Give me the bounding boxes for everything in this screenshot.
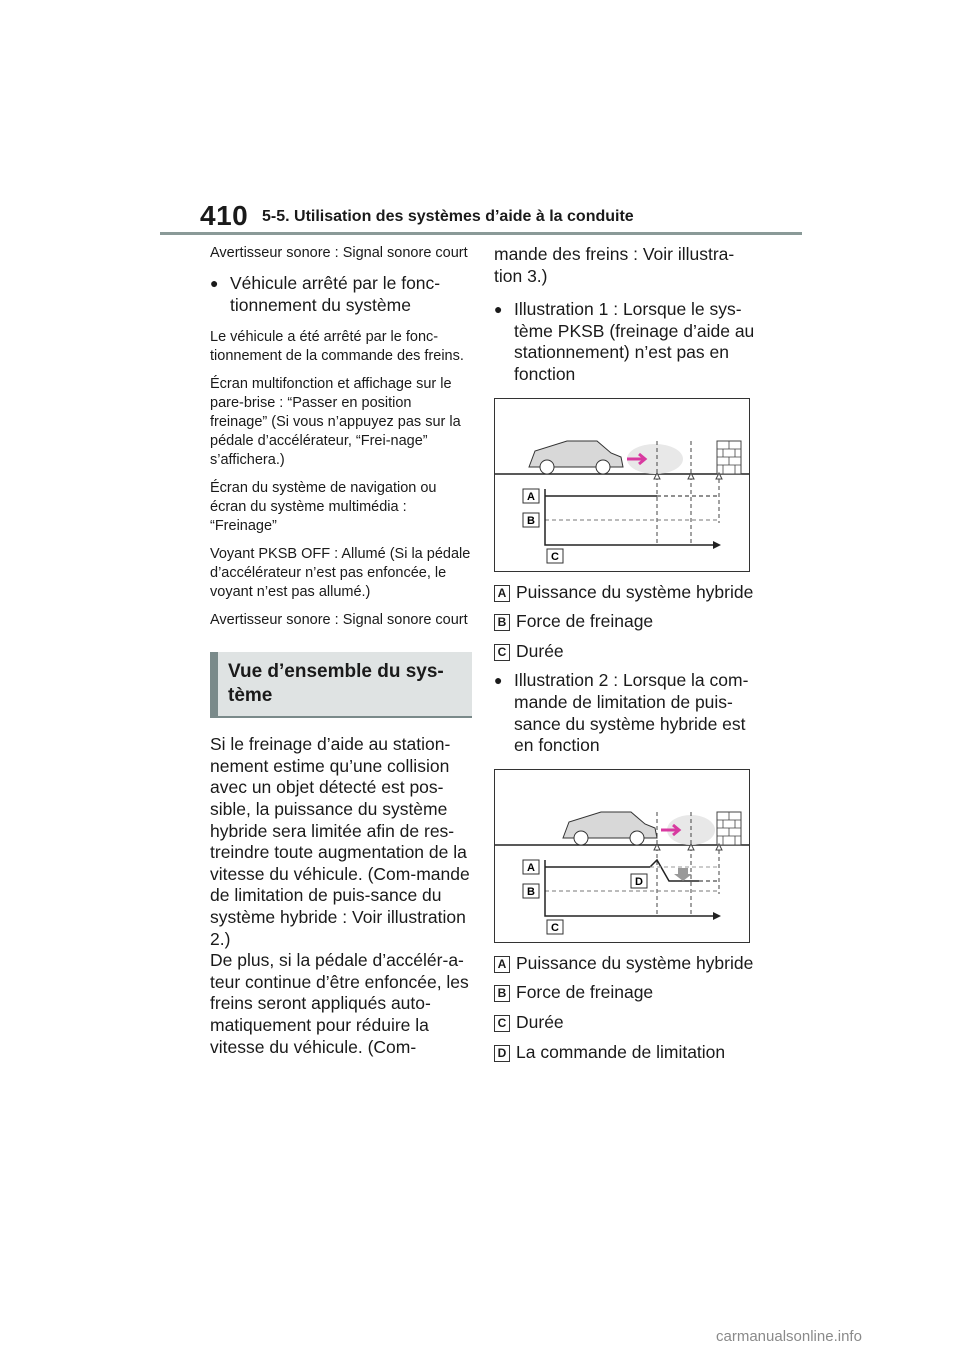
navigation-screen-text: Écran du système de navigation ou écran du système multimédia : “Freinage” xyxy=(210,480,437,535)
fig1-key-a: A xyxy=(527,490,535,503)
legend2-item-d: D La commande de limitation xyxy=(494,1042,756,1064)
horn-text-1: Avertisseur sonore : Signal sonore court xyxy=(210,245,468,261)
fig2-key-a: A xyxy=(527,861,535,874)
continued-text: mande des freins : Voir illustra-tion 3.) xyxy=(494,244,735,286)
legend1-item-b: B Force de freinage xyxy=(494,611,756,633)
multi-display-text: Écran multifonction et affichage sur le pare-brise : “Passer en position freinage” (Si vous n’appuyez pas sur la pédale d’accélérateur, “Frei-nage” s’affichera.) xyxy=(210,376,461,469)
brick-wall-icon xyxy=(717,812,741,845)
brick-wall-icon xyxy=(717,441,741,474)
overview-heading-box xyxy=(210,652,472,718)
overview-heading: Vue d’ensemble du sys-tème xyxy=(228,661,444,707)
pksb-off-indicator-text: Voyant PKSB OFF : Allumé (Si la pédale d’accélérateur n’est pas enfoncée, le voyant n’est pas allumé.) xyxy=(210,546,471,601)
bullet-vehicle-stopped: ● Véhicule arrêté par le fonc-tionnement du système xyxy=(210,273,472,316)
fig2-key-b: B xyxy=(527,885,535,898)
fig2-key-c: C xyxy=(551,921,559,934)
overview-paragraph-2: De plus, si la pédale d’accélér-a-teur continue d’être enfoncée, les freins seront appliqués auto-matiquement pour réduire la vitesse du véhicule. (Com- xyxy=(210,950,469,1057)
legend1-item-a: A Puissance du système hybride xyxy=(494,582,756,604)
overview-paragraph-1: Si le freinage d’aide au station-nement estime qu’une collision avec un objet détecté est pos-sible, la puissance du système hybride sera limitée afin de res-treindre toute augmentation de la vitesse du véhicule. (Com-mande de limitation de puis-sance du système hybride : Voir illustration 2.) xyxy=(210,734,470,949)
bullet-illustration-2: ● Illustration 2 : Lorsque la com-mande de limitation de puis-sance du système hybride est en fonction xyxy=(494,670,756,756)
watermark: carmanualsonline.info xyxy=(716,1328,862,1345)
fig1-key-c: C xyxy=(551,550,559,563)
legend2-item-c: C Durée xyxy=(494,1012,756,1034)
horn-text-2: Avertisseur sonore : Signal sonore court xyxy=(210,612,468,629)
legend2-item-a: A Puissance du système hybride xyxy=(494,953,756,975)
legend-illustration-1 xyxy=(494,582,756,663)
vehicle-stopped-text: Le véhicule a été arrêté par le fonc-tionnement de la commande des freins. xyxy=(210,329,464,365)
illustration-1 xyxy=(494,398,750,572)
legend2-item-b: B Force de freinage xyxy=(494,982,756,1004)
car-icon xyxy=(563,812,657,845)
car-icon xyxy=(529,441,623,474)
section-title: 5-5. Utilisation des systèmes d’aide à la conduite xyxy=(262,208,634,225)
bullet-illustration-1: ● Illustration 1 : Lorsque le sys-tème PKSB (freinage d’aide au stationnement) n’est pas en fonction xyxy=(494,299,756,385)
left-column xyxy=(210,244,472,1058)
right-column xyxy=(494,244,756,1071)
fig1-key-b: B xyxy=(527,514,535,527)
page-number: 410 xyxy=(200,200,249,231)
illustration-2 xyxy=(494,769,750,943)
fig2-key-d: D xyxy=(635,875,643,888)
legend-illustration-2 xyxy=(494,953,756,1063)
legend1-item-c: C Durée xyxy=(494,641,756,663)
header-divider xyxy=(160,232,802,235)
